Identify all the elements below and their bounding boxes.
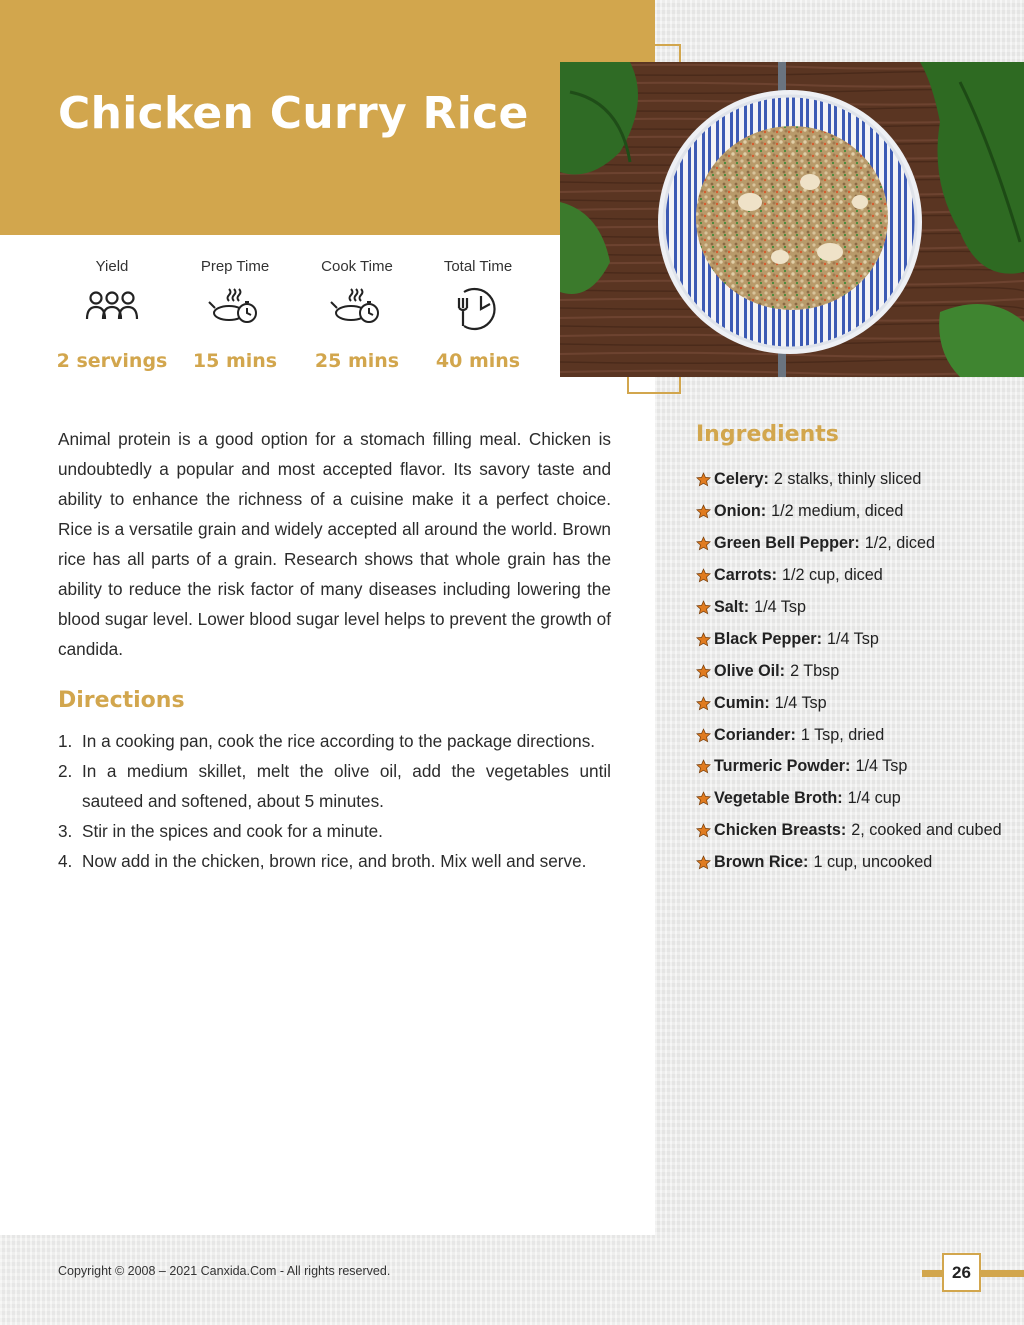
stat-yield [50, 258, 174, 372]
stat-value: 25 mins [314, 350, 400, 372]
direction-step [58, 816, 611, 846]
stat-value: 2 servings [56, 350, 168, 372]
ingredient-name: Vegetable Broth: [714, 789, 843, 808]
ingredient-detail: 1/4 Tsp [826, 629, 879, 648]
ingredient-name: Green Bell Pepper: [714, 534, 860, 553]
stat-value: 40 mins [435, 350, 521, 372]
ingredient-name: Chicken Breasts: [714, 821, 847, 840]
star-icon [696, 536, 711, 551]
ingredient-name: Carrots: [714, 566, 777, 585]
ingredient-item [696, 815, 1021, 847]
step-number: 2. [58, 761, 73, 781]
star-icon [696, 568, 711, 583]
stat-label: Prep Time [200, 258, 270, 275]
ingredient-item [696, 592, 1021, 624]
step-text: Now add in the chicken, brown rice, and broth. Mix well and serve. [82, 851, 587, 871]
stat-value: 15 mins [192, 350, 278, 372]
step-number: 1. [58, 731, 73, 751]
recipe-intro: Animal protein is a good option for a stomach filling meal. Chicken is undoubtedly a popular and most accepted flavor. Its savory taste and ability to enhance the richness of a cuisine make it a perfect choice. Rice is a versatile grain and widely accepted all around the world. Brown rice has all parts of a grain. Research shows that whole grain has the ability to reduce the risk factor of many diseases including lowering the blood sugar level. Lower blood sugar level helps to prevent the growth of candida. [58, 429, 611, 659]
star-icon [696, 472, 711, 487]
photo-frame-top [627, 44, 681, 64]
star-icon [696, 696, 711, 711]
ingredient-item [696, 496, 1021, 528]
star-icon [696, 759, 711, 774]
clock-cutlery-icon [416, 286, 540, 342]
ingredient-detail: 2, cooked and cubed [851, 821, 1002, 840]
star-icon [696, 791, 711, 806]
ingredient-detail: 1 Tsp, dried [800, 725, 885, 744]
step-text: In a medium skillet, melt the olive oil, add the vegetables until sauteed and softened, about 5 minutes. [82, 761, 611, 811]
stat-label: Total Time [443, 258, 513, 275]
ingredient-detail: 1/2, diced [864, 534, 935, 553]
star-icon [696, 728, 711, 743]
stat-label: Cook Time [321, 258, 393, 275]
ingredient-item [696, 528, 1021, 560]
page-number: 26 [942, 1253, 981, 1292]
star-icon [696, 504, 711, 519]
ingredient-detail: 1/4 Tsp [774, 693, 827, 712]
recipe-title: Chicken Curry Rice [58, 88, 529, 139]
ingredient-name: Salt: [714, 598, 750, 616]
recipe-stats [50, 258, 540, 378]
star-icon [696, 823, 711, 838]
stat-label: Yield [95, 258, 129, 275]
step-number: 4. [58, 851, 73, 871]
star-icon [696, 600, 711, 615]
direction-step [58, 726, 611, 756]
people-icon [50, 286, 174, 342]
ingredients-heading: Ingredients [696, 422, 839, 447]
ingredient-item [696, 783, 1021, 815]
ingredient-name: Celery: [714, 470, 769, 489]
ingredient-item [696, 655, 1021, 687]
step-text: Stir in the spices and cook for a minute. [82, 821, 383, 841]
footer-band [0, 1235, 1024, 1325]
star-icon [696, 855, 711, 870]
direction-step [58, 756, 611, 816]
ingredient-detail: 1/2 cup, diced [781, 566, 883, 585]
stat-prep-time [173, 258, 297, 372]
ingredient-item [696, 560, 1021, 592]
stat-cook-time [295, 258, 419, 372]
ingredient-detail: 1/2 medium, diced [771, 502, 904, 521]
page-number-bar-left [922, 1270, 942, 1277]
direction-step [58, 846, 611, 876]
ingredient-name: Coriander: [714, 725, 796, 744]
recipe-photo [560, 62, 1024, 377]
ingredients-list [696, 464, 1021, 879]
ingredient-item [696, 687, 1021, 719]
ingredient-name: Onion: [714, 502, 767, 521]
ingredient-name: Olive Oil: [714, 661, 786, 680]
step-text: In a cooking pan, cook the rice according to the package directions. [82, 731, 596, 751]
ingredient-detail: 1/4 cup [847, 789, 901, 808]
star-icon [696, 664, 711, 679]
title-band [0, 0, 655, 235]
ingredient-name: Turmeric Powder: [714, 757, 851, 776]
page-number-bar-right [981, 1270, 1024, 1277]
ingredient-item [696, 464, 1021, 496]
ingredient-item [696, 847, 1021, 879]
ingredient-name: Cumin: [714, 693, 770, 712]
copyright-text: Copyright © 2008 – 2021 Canxida.Com - All rights reserved. [58, 1264, 391, 1278]
ingredient-item [696, 719, 1021, 751]
photo-frame-bottom [627, 374, 681, 394]
ingredient-name: Brown Rice: [714, 853, 809, 872]
ingredient-item [696, 751, 1021, 783]
step-number: 3. [58, 821, 73, 841]
ingredient-detail: 1/4 Tsp [754, 598, 806, 616]
pan-timer-icon [173, 286, 297, 342]
ingredient-detail: 2 stalks, thinly sliced [773, 470, 922, 489]
ingredient-detail: 1 cup, uncooked [813, 853, 933, 872]
directions-list [58, 726, 611, 876]
ingredient-detail: 1/4 Tsp [855, 757, 908, 776]
stat-total-time [416, 258, 540, 372]
ingredient-detail: 2 Tbsp [790, 661, 840, 680]
ingredient-name: Black Pepper: [714, 629, 822, 648]
pan-timer-icon [295, 286, 419, 342]
star-icon [696, 632, 711, 647]
directions-heading: Directions [58, 688, 185, 713]
ingredient-item [696, 623, 1021, 655]
